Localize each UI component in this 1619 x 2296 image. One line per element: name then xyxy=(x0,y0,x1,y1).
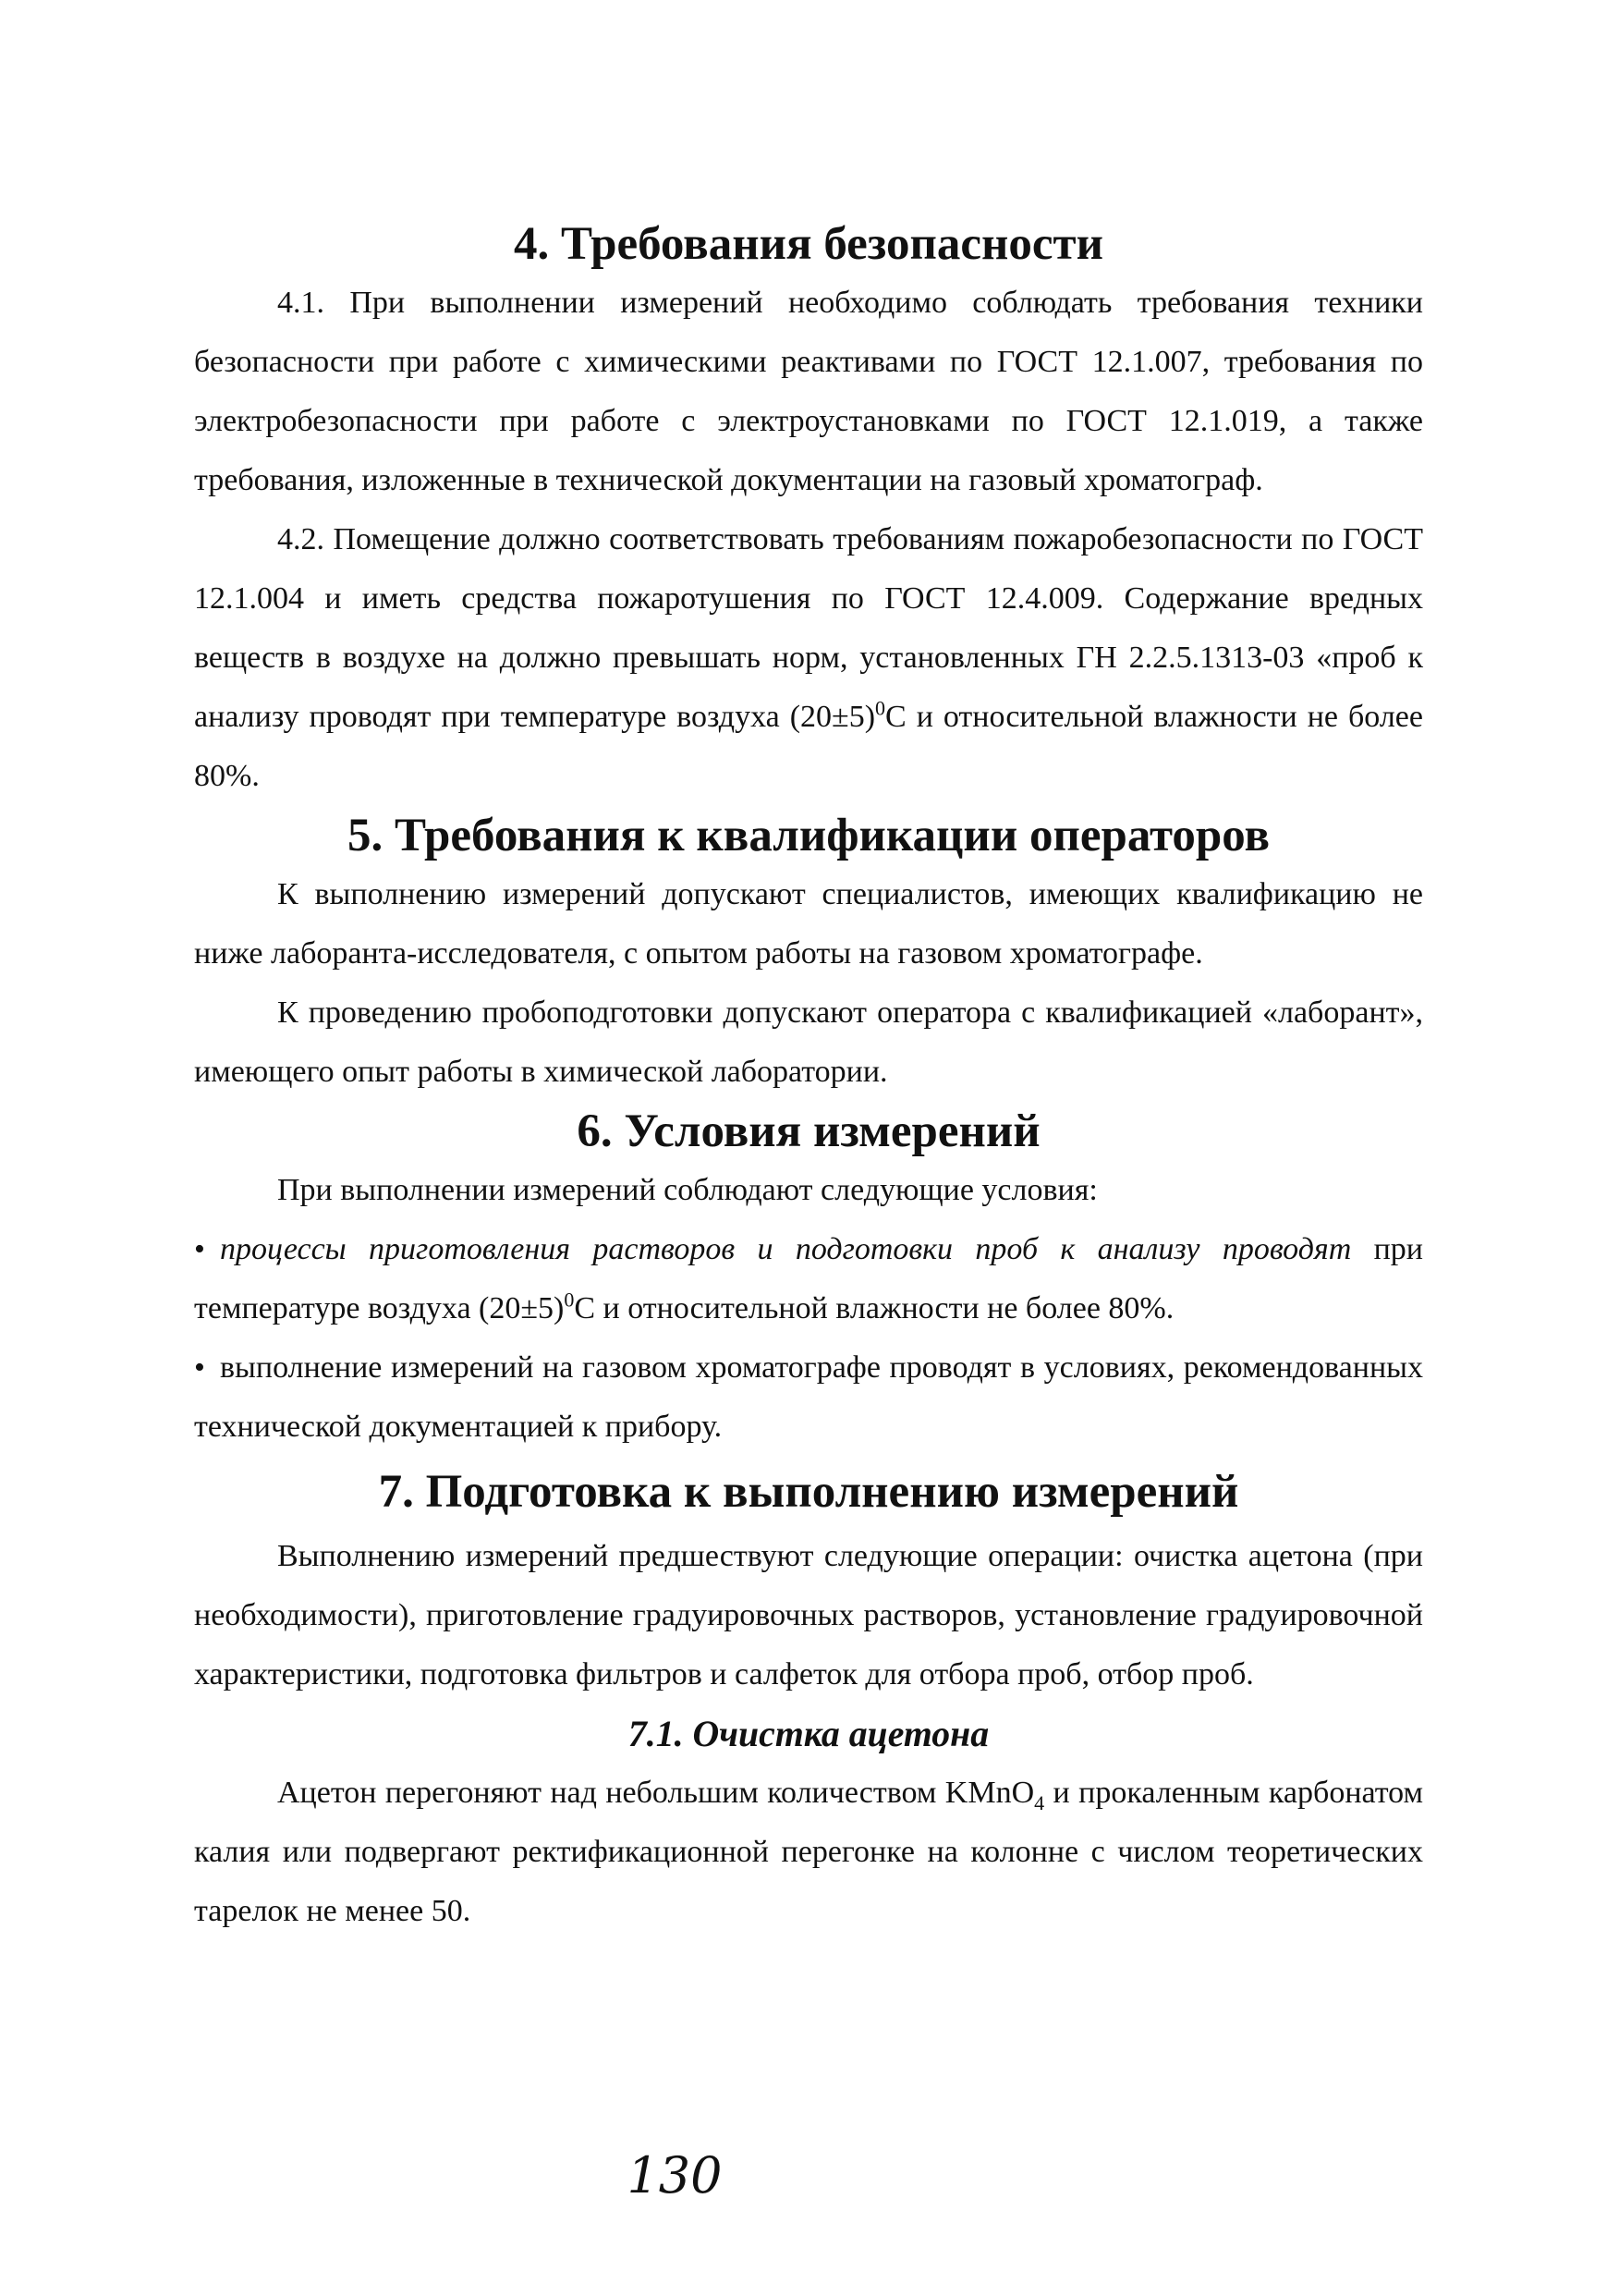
section-6-bullet-2 xyxy=(194,1338,1423,1457)
section-7-paragraph: Выполнению измерений предшествуют следующие операции: очистка ацетона (при необходимости), приготовление градуировочных растворов, установление градуировочной характеристики, подготовка фильтров и салфеток для отбора проб, отбор проб. xyxy=(194,1539,1423,1691)
bullet-1-text-b: С и относительной влажности не более 80%. xyxy=(574,1291,1175,1325)
section-7-1-text-b: и прокаленным карбонатом калия или подвергают ректификационной перегонке на колонне с числом теоретических тарелок не менее 50. xyxy=(194,1776,1424,1928)
section-6-heading: 6. Условия измерений xyxy=(577,1105,1041,1157)
section-7-heading: 7. Подготовка к выполнению измерений xyxy=(378,1466,1239,1518)
section-4-2-paragraph xyxy=(194,510,1423,806)
degree-superscript: 0 xyxy=(564,1288,575,1312)
section-7-1-paragraph xyxy=(194,1764,1423,1941)
bullet-1-text-a: при температуре воздуха (20±5) xyxy=(194,1232,1424,1325)
bullet-2-text: выполнение измерений на газовом хроматографе проводят в условиях, рекомендованных технической документацией к прибору. xyxy=(194,1350,1423,1444)
bullet-icon: • xyxy=(194,1232,205,1266)
bullet-1-italic: процессы приготовления растворов и подготовки проб к анализу проводят xyxy=(220,1232,1352,1266)
bullet-icon: • xyxy=(194,1350,205,1385)
section-6-bullet-1 xyxy=(194,1220,1423,1338)
subscript-4: 4 xyxy=(1034,1790,1045,1814)
section-4-1-paragraph: 4.1. При выполнении измерений необходимо соблюдать требования техники безопасности при работе с химическими реактивами по ГОСТ 12.1.007, требования по электробезопасности при работе с электроустановками по ГОСТ 12.1.019, а также требования, изложенные в технической документации на газовый хроматограф. xyxy=(194,286,1423,497)
section-7-1-heading: 7.1. Очистка ацетона xyxy=(627,1714,990,1754)
section-6-intro: При выполнении измерений соблюдают следующие условия: xyxy=(277,1173,1098,1207)
page-number: 130 xyxy=(627,2146,723,2204)
section-5-paragraph-2: К проведению пробоподготовки допускают оператора с квалификацией «лаборант», имеющего опыт работы в химической лаборатории. xyxy=(194,995,1423,1089)
degree-superscript: 0 xyxy=(875,696,886,720)
section-4-2-text-a: 4.2. Помещение должно соответствовать требованиям пожаробезопасности по ГОСТ 12.1.004 и иметь средства пожаротушения по ГОСТ 12.4.009. Содержание вредных веществ в воздухе на должно превышать норм, установленных ГН 2.2.5.1313-03 «проб к анализу проводят при температуре воздуха (20±5) xyxy=(194,522,1423,734)
section-5-heading: 5. Требования к квалификации операторов xyxy=(347,810,1271,861)
document-page xyxy=(194,214,1423,1941)
section-5-paragraph-1: К выполнению измерений допускают специалистов, имеющих квалификацию не ниже лаборанта-исследователя, с опытом работы на газовом хроматографе. xyxy=(194,877,1423,971)
section-4-heading: 4. Требования безопасности xyxy=(514,218,1103,270)
section-7-1-text-a: Ацетон перегоняют над небольшим количеством KMnO xyxy=(277,1776,1035,1810)
section-4-2-text-b: С и относительной влажности не более 80%. xyxy=(194,700,1423,793)
